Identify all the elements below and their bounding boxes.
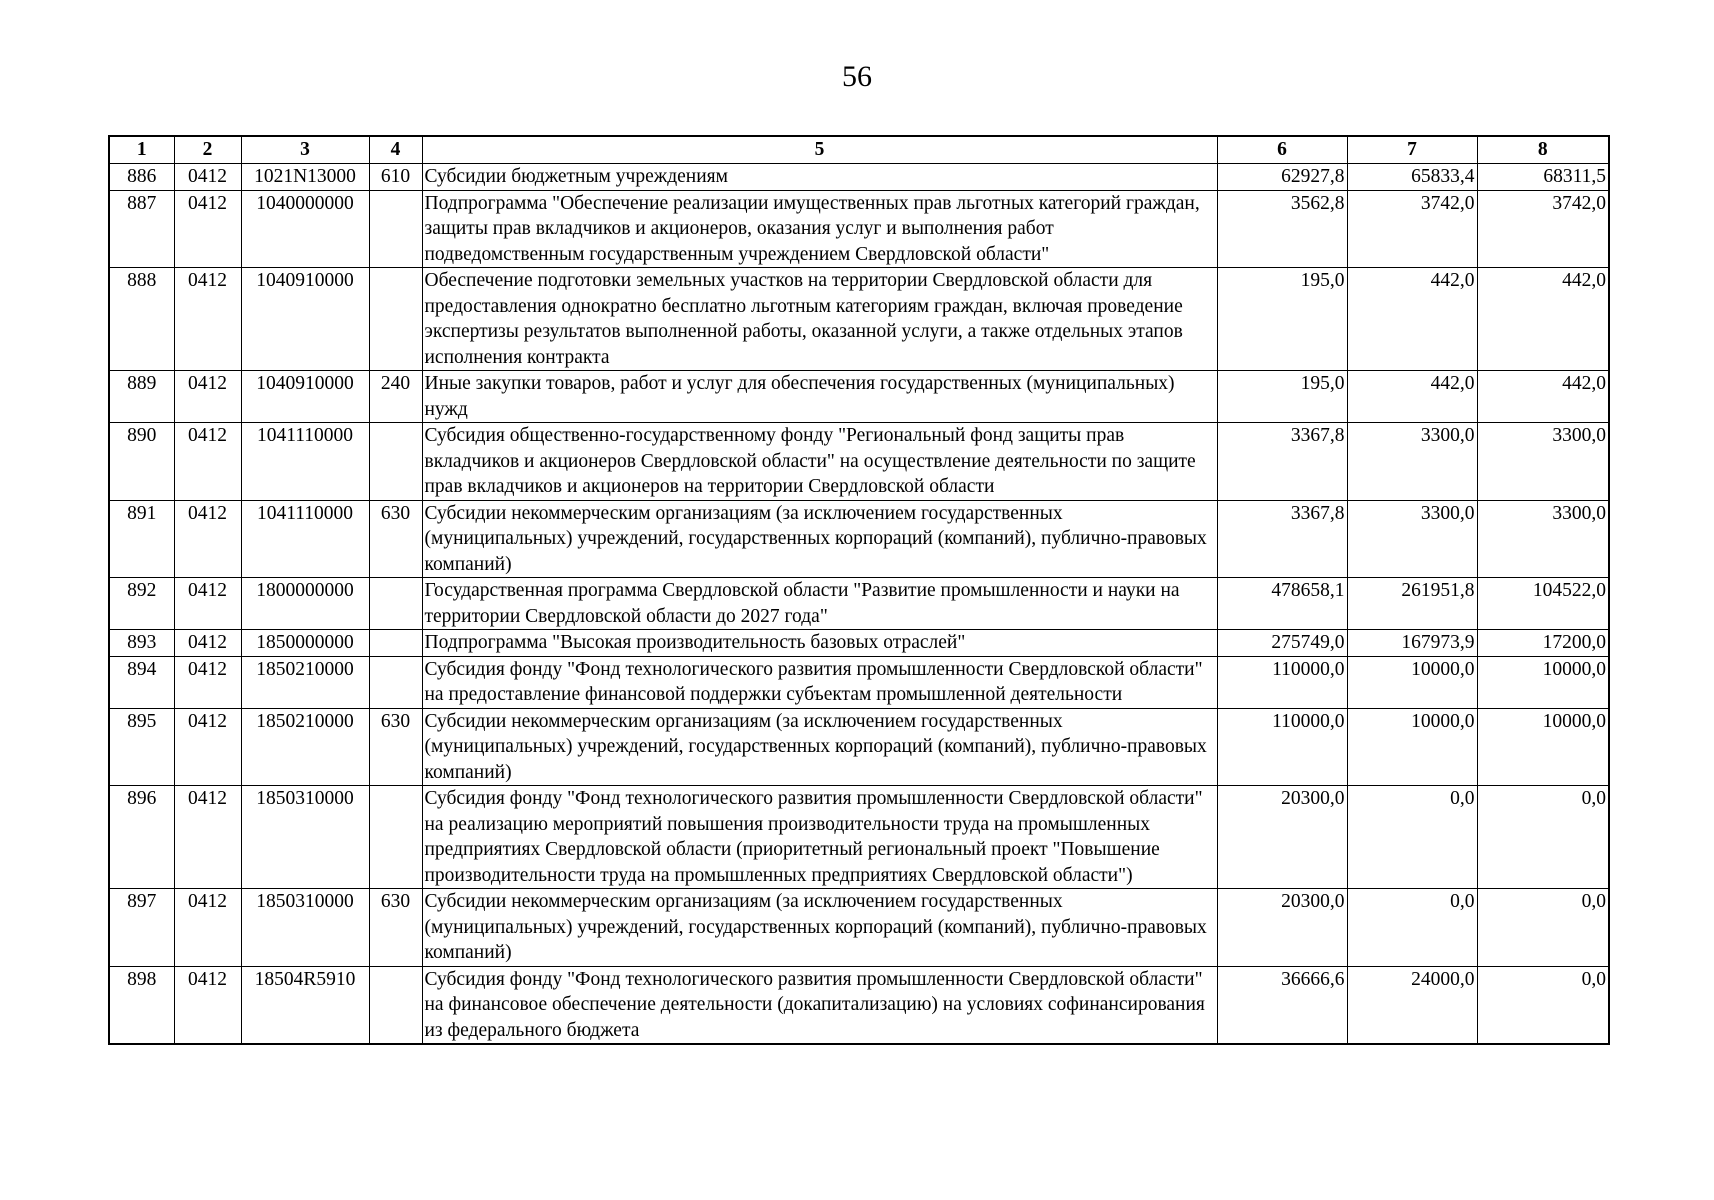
- amount-col6-cell: 195,0: [1217, 371, 1347, 423]
- amount-col7-cell: 3300,0: [1347, 423, 1477, 501]
- column-header: 5: [422, 136, 1217, 164]
- amount-col7-cell: 0,0: [1347, 889, 1477, 967]
- amount-col6-cell: 3367,8: [1217, 423, 1347, 501]
- row-number-cell: 886: [109, 164, 174, 191]
- target-code-cell: 1040000000: [241, 190, 369, 268]
- item-name-cell: Подпрограмма "Обеспечение реализации имущественных прав льготных категорий граждан, защиты прав вкладчиков и акционеров, оказания услуг и выполнения работ подведомственным государственным учреждением Свердловской области": [422, 190, 1217, 268]
- amount-col8-cell: 10000,0: [1477, 708, 1609, 786]
- target-code-cell: 1041110000: [241, 500, 369, 578]
- amount-col8-cell: 68311,5: [1477, 164, 1609, 191]
- row-number-cell: 889: [109, 371, 174, 423]
- item-name-cell: Субсидии бюджетным учреждениям: [422, 164, 1217, 191]
- section-code-cell: 0412: [174, 656, 241, 708]
- item-name-cell: Субсидии некоммерческим организациям (за исключением государственных (муниципальных) учреждений, государственных корпораций (компаний), публично-правовых компаний): [422, 889, 1217, 967]
- target-code-cell: 1850210000: [241, 656, 369, 708]
- amount-col8-cell: 10000,0: [1477, 656, 1609, 708]
- amount-col8-cell: 0,0: [1477, 889, 1609, 967]
- table-row: [109, 371, 1609, 423]
- header-row: [109, 136, 1609, 164]
- table-row: [109, 578, 1609, 630]
- item-name-cell: Субсидия фонду "Фонд технологического развития промышленности Свердловской области" на предоставление финансовой поддержки субъектам промышленной деятельности: [422, 656, 1217, 708]
- table-row: [109, 786, 1609, 889]
- amount-col7-cell: 24000,0: [1347, 966, 1477, 1044]
- row-number-cell: 891: [109, 500, 174, 578]
- amount-col6-cell: 195,0: [1217, 268, 1347, 371]
- row-number-cell: 895: [109, 708, 174, 786]
- row-number-cell: 897: [109, 889, 174, 967]
- amount-col8-cell: 3742,0: [1477, 190, 1609, 268]
- amount-col7-cell: 0,0: [1347, 786, 1477, 889]
- amount-col8-cell: 17200,0: [1477, 630, 1609, 657]
- expense-type-cell: [369, 630, 422, 657]
- target-code-cell: 1021N13000: [241, 164, 369, 191]
- amount-col8-cell: 0,0: [1477, 786, 1609, 889]
- item-name-cell: Субсидия фонду "Фонд технологического развития промышленности Свердловской области" на реализацию мероприятий повышения производительности труда на промышленных предприятиях Свердловской области (приоритетный региональный проект "Повышение производительности труда на промышленных предприятиях Свердловской области"): [422, 786, 1217, 889]
- amount-col6-cell: 36666,6: [1217, 966, 1347, 1044]
- table-row: [109, 889, 1609, 967]
- amount-col6-cell: 275749,0: [1217, 630, 1347, 657]
- amount-col7-cell: 10000,0: [1347, 656, 1477, 708]
- row-number-cell: 893: [109, 630, 174, 657]
- target-code-cell: 1850210000: [241, 708, 369, 786]
- target-code-cell: 1850000000: [241, 630, 369, 657]
- amount-col6-cell: 3562,8: [1217, 190, 1347, 268]
- row-number-cell: 896: [109, 786, 174, 889]
- budget-table: [108, 135, 1610, 1045]
- section-code-cell: 0412: [174, 268, 241, 371]
- section-code-cell: 0412: [174, 190, 241, 268]
- expense-type-cell: [369, 190, 422, 268]
- item-name-cell: Субсидия общественно-государственному фонду "Региональный фонд защиты прав вкладчиков и акционеров Свердловской области" на осуществление деятельности по защите прав вкладчиков и акционеров на территории Свердловской области: [422, 423, 1217, 501]
- amount-col7-cell: 167973,9: [1347, 630, 1477, 657]
- expense-type-cell: 240: [369, 371, 422, 423]
- expense-type-cell: 630: [369, 889, 422, 967]
- table-row: [109, 708, 1609, 786]
- section-code-cell: 0412: [174, 889, 241, 967]
- target-code-cell: 1041110000: [241, 423, 369, 501]
- amount-col6-cell: 20300,0: [1217, 889, 1347, 967]
- target-code-cell: 1850310000: [241, 889, 369, 967]
- column-header: 7: [1347, 136, 1477, 164]
- row-number-cell: 890: [109, 423, 174, 501]
- column-header: 3: [241, 136, 369, 164]
- expense-type-cell: [369, 268, 422, 371]
- section-code-cell: 0412: [174, 500, 241, 578]
- column-header: 4: [369, 136, 422, 164]
- table-row: [109, 630, 1609, 657]
- row-number-cell: 894: [109, 656, 174, 708]
- table-row: [109, 656, 1609, 708]
- expense-type-cell: [369, 656, 422, 708]
- column-header: 8: [1477, 136, 1609, 164]
- target-code-cell: 1850310000: [241, 786, 369, 889]
- amount-col6-cell: 20300,0: [1217, 786, 1347, 889]
- expense-type-cell: [369, 423, 422, 501]
- item-name-cell: Обеспечение подготовки земельных участков на территории Свердловской области для предоставления однократно бесплатно льготным категориям граждан, включая проведение экспертизы результатов выполненной работы, оказанной услуги, а также отдельных этапов исполнения контракта: [422, 268, 1217, 371]
- amount-col7-cell: 261951,8: [1347, 578, 1477, 630]
- row-number-cell: 887: [109, 190, 174, 268]
- section-code-cell: 0412: [174, 371, 241, 423]
- amount-col7-cell: 65833,4: [1347, 164, 1477, 191]
- amount-col6-cell: 478658,1: [1217, 578, 1347, 630]
- expense-type-cell: 610: [369, 164, 422, 191]
- section-code-cell: 0412: [174, 423, 241, 501]
- item-name-cell: Подпрограмма "Высокая производительность базовых отраслей": [422, 630, 1217, 657]
- expense-type-cell: [369, 966, 422, 1044]
- table-body: [109, 164, 1609, 1045]
- item-name-cell: Государственная программа Свердловской области "Развитие промышленности и науки на территории Свердловской области до 2027 года": [422, 578, 1217, 630]
- amount-col8-cell: 3300,0: [1477, 423, 1609, 501]
- amount-col8-cell: 0,0: [1477, 966, 1609, 1044]
- item-name-cell: Субсидии некоммерческим организациям (за исключением государственных (муниципальных) учреждений, государственных корпораций (компаний), публично-правовых компаний): [422, 500, 1217, 578]
- amount-col7-cell: 442,0: [1347, 268, 1477, 371]
- section-code-cell: 0412: [174, 786, 241, 889]
- amount-col6-cell: 110000,0: [1217, 656, 1347, 708]
- column-header: 1: [109, 136, 174, 164]
- column-header: 6: [1217, 136, 1347, 164]
- page-number: 56: [842, 60, 872, 93]
- table-row: [109, 190, 1609, 268]
- amount-col8-cell: 104522,0: [1477, 578, 1609, 630]
- amount-col7-cell: 10000,0: [1347, 708, 1477, 786]
- amount-col7-cell: 3300,0: [1347, 500, 1477, 578]
- section-code-cell: 0412: [174, 164, 241, 191]
- table-row: [109, 500, 1609, 578]
- amount-col7-cell: 442,0: [1347, 371, 1477, 423]
- expense-type-cell: 630: [369, 500, 422, 578]
- table-row: [109, 966, 1609, 1044]
- target-code-cell: 18504R5910: [241, 966, 369, 1044]
- row-number-cell: 892: [109, 578, 174, 630]
- expense-type-cell: 630: [369, 708, 422, 786]
- amount-col6-cell: 62927,8: [1217, 164, 1347, 191]
- table-row: [109, 423, 1609, 501]
- amount-col8-cell: 3300,0: [1477, 500, 1609, 578]
- item-name-cell: Иные закупки товаров, работ и услуг для обеспечения государственных (муниципальных) нужд: [422, 371, 1217, 423]
- item-name-cell: Субсидия фонду "Фонд технологического развития промышленности Свердловской области" на финансовое обеспечение деятельности (докапитализацию) на условиях софинансирования из федерального бюджета: [422, 966, 1217, 1044]
- item-name-cell: Субсидии некоммерческим организациям (за исключением государственных (муниципальных) учреждений, государственных корпораций (компаний), публично-правовых компаний): [422, 708, 1217, 786]
- section-code-cell: 0412: [174, 630, 241, 657]
- amount-col8-cell: 442,0: [1477, 371, 1609, 423]
- section-code-cell: 0412: [174, 578, 241, 630]
- expense-type-cell: [369, 578, 422, 630]
- target-code-cell: 1800000000: [241, 578, 369, 630]
- row-number-cell: 898: [109, 966, 174, 1044]
- section-code-cell: 0412: [174, 708, 241, 786]
- amount-col7-cell: 3742,0: [1347, 190, 1477, 268]
- table-row: [109, 164, 1609, 191]
- table-row: [109, 268, 1609, 371]
- column-header: 2: [174, 136, 241, 164]
- expense-type-cell: [369, 786, 422, 889]
- section-code-cell: 0412: [174, 966, 241, 1044]
- amount-col6-cell: 3367,8: [1217, 500, 1347, 578]
- row-number-cell: 888: [109, 268, 174, 371]
- amount-col6-cell: 110000,0: [1217, 708, 1347, 786]
- amount-col8-cell: 442,0: [1477, 268, 1609, 371]
- target-code-cell: 1040910000: [241, 268, 369, 371]
- target-code-cell: 1040910000: [241, 371, 369, 423]
